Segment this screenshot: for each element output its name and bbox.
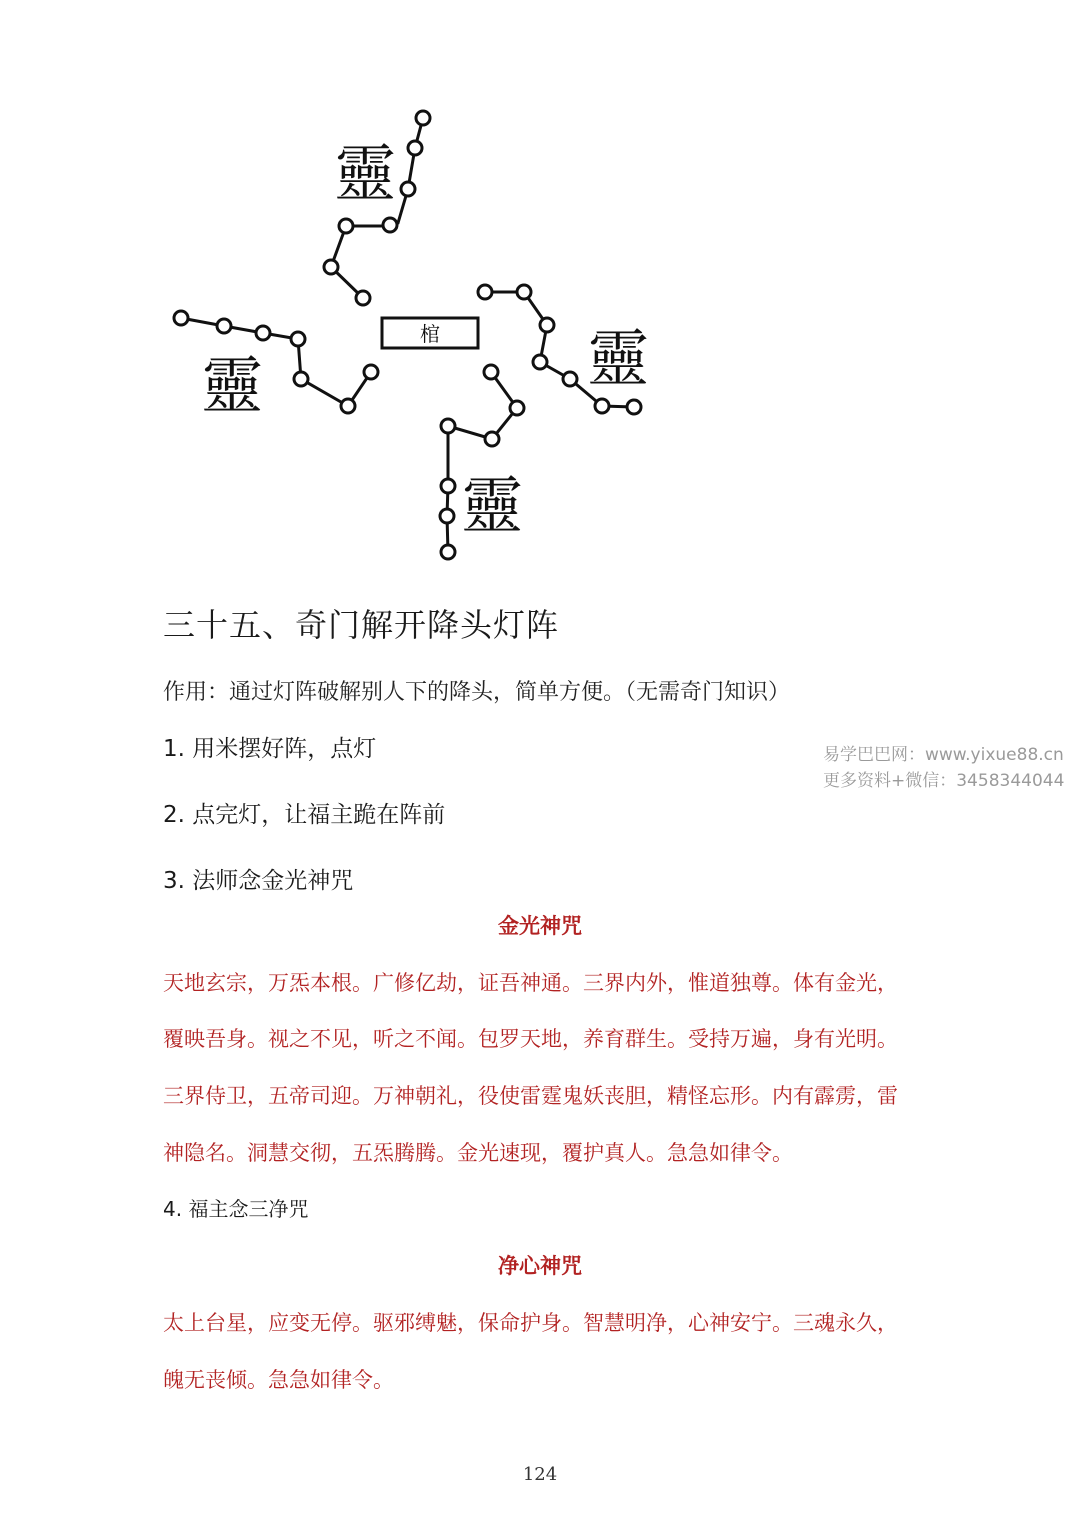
step-4: 4. 福主念三净咒 <box>163 1197 309 1221</box>
step-2: 2. 点完灯，让福主跪在阵前 <box>163 802 446 828</box>
watermark-website: 易学巴巴网：www.yixue88.cn <box>823 745 1064 765</box>
lamp-node <box>364 365 378 379</box>
watermark-contact: 更多资料+微信：3458344044 <box>823 771 1065 791</box>
lamp-node <box>383 218 397 232</box>
lamp-node <box>627 400 641 414</box>
lamp-node <box>174 311 188 325</box>
spell-line: 太上台星，应变无停。驱邪缚魅，保命护身。智慧明净，心神安宁。三魂永久， <box>163 1311 898 1335</box>
spirit-glyph-left: 靈 <box>200 349 264 422</box>
spell-line: 覆映吾身。视之不见，听之不闻。包罗天地，养育群生。受持万遍，身有光明。 <box>163 1027 898 1051</box>
spell-line: 神隐名。洞慧交彻，五炁腾腾。金光速现，覆护真人。急急如律令。 <box>163 1141 793 1165</box>
lamp-node <box>595 399 609 413</box>
lamp-node <box>540 318 554 332</box>
step-1: 1. 用米摆好阵，点灯 <box>163 736 377 762</box>
lamp-node <box>256 326 270 340</box>
spirit-glyph-right: 靈 <box>586 322 650 395</box>
spell-title-golden-light: 金光神咒 <box>498 914 582 938</box>
lamp-node <box>339 219 353 233</box>
lamp-node <box>341 399 355 413</box>
spirit-glyph-top: 靈 <box>333 137 397 210</box>
purpose-text: 作用：通过灯阵破解别人下的降头，简单方便。（无需奇门知识） <box>163 680 791 705</box>
spirit-glyph-bottom: 靈 <box>460 469 524 542</box>
lamp-node <box>324 260 338 274</box>
lamp-node <box>441 479 455 493</box>
lamp-node <box>517 285 531 299</box>
spell-line: 魄无丧倾。急急如律令。 <box>163 1368 394 1392</box>
section-heading: 三十五、奇门解开降头灯阵 <box>163 606 560 644</box>
lamp-node <box>510 401 524 415</box>
lamp-node <box>408 141 422 155</box>
lamp-array-svg <box>150 95 680 575</box>
lamp-node <box>291 332 305 346</box>
lamp-node <box>441 545 455 559</box>
step-3: 3. 法师念金光神咒 <box>163 868 354 894</box>
lamp-node <box>441 419 455 433</box>
lamp-node <box>485 432 499 446</box>
lamp-node <box>356 291 370 305</box>
spell-title-pure-heart: 净心神咒 <box>498 1254 582 1278</box>
lamp-node <box>478 285 492 299</box>
lamp-node <box>440 509 454 523</box>
lamp-array-diagram <box>150 95 680 575</box>
page-number: 124 <box>522 1464 558 1485</box>
spell-line: 三界侍卫，五帝司迎。万神朝礼，役使雷霆鬼妖丧胆，精怪忘形。内有霹雳，雷 <box>163 1084 898 1108</box>
coffin-label: 棺 <box>420 322 440 346</box>
lamp-node <box>563 372 577 386</box>
spell-line: 天地玄宗，万炁本根。广修亿劫，证吾神通。三界内外，惟道独尊。体有金光， <box>163 971 898 995</box>
lamp-node <box>217 319 231 333</box>
lamp-node <box>484 365 498 379</box>
lamp-node <box>533 355 547 369</box>
lamp-node <box>294 372 308 386</box>
lamp-node <box>401 182 415 196</box>
lamp-node <box>416 111 430 125</box>
